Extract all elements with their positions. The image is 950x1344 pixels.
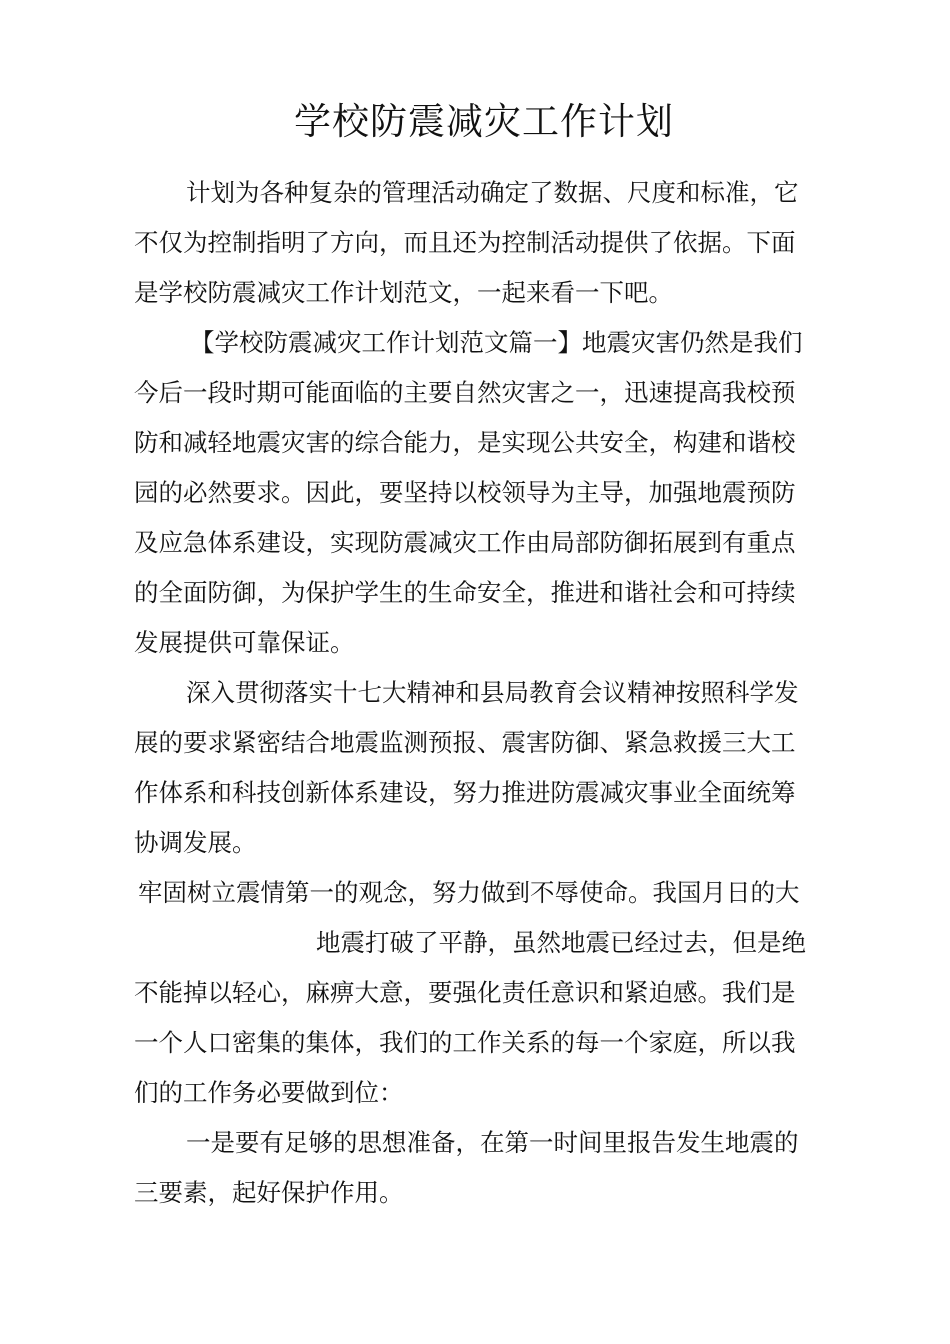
paragraph-line: 深入贯彻落实十七大精神和县局教育会议精神按照科学发 [186,678,799,707]
paragraph-line: 发展提供可靠保证。 [134,628,355,657]
document-title: 学校防震减灾工作计划 [294,100,674,143]
paragraph-line: 今后一段时期可能面临的主要自然灾害之一，迅速提高我校预 [134,378,796,407]
paragraph-line: 牢固树立震情第一的观念，努力做到不辱使命。我国月日的大 [138,878,800,907]
paragraph-line: 的全面防御，为保护学生的生命安全，推进和谐社会和可持续 [134,578,796,607]
paragraph-line: 园的必然要求。因此，要坚持以校领导为主导，加强地震预防 [134,478,796,507]
paragraph-line: 三要素，起好保护作用。 [134,1178,404,1207]
paragraph-line: 协调发展。 [134,828,257,857]
paragraph-line: 计划为各种复杂的管理活动确定了数据、尺度和标准，它 [186,178,799,207]
paragraph-line: 及应急体系建设，实现防震减灾工作由局部防御拓展到有重点 [134,528,796,557]
paragraph-line: 不能掉以轻心，麻痹大意，要强化责任意识和紧迫感。我们是 [134,978,796,1007]
paragraph-line: 一个人口密集的集体，我们的工作关系的每一个家庭，所以我 [134,1028,796,1057]
paragraph-line: 不仅为控制指明了方向，而且还为控制活动提供了依据。下面 [134,228,796,257]
paragraph-line: 们的工作务必要做到位： [134,1078,404,1107]
paragraph-line: 作体系和科技创新体系建设，努力推进防震减灾事业全面统筹 [134,778,796,807]
paragraph-line: 是学校防震减灾工作计划范文，一起来看一下吧。 [134,278,673,307]
paragraph-line: 展的要求紧密结合地震监测预报、震害防御、紧急救援三大工 [134,728,796,757]
paragraph-line: 防和减轻地震灾害的综合能力，是实现公共安全，构建和谐校 [134,428,796,457]
paragraph-line: 一是要有足够的思想准备，在第一时间里报告发生地震的 [186,1128,799,1157]
paragraph-line: 地震打破了平静，虽然地震已经过去，但是绝 [316,928,806,957]
paragraph-line: 【学校防震减灾工作计划范文篇一】地震灾害仍然是我们 [190,328,803,357]
